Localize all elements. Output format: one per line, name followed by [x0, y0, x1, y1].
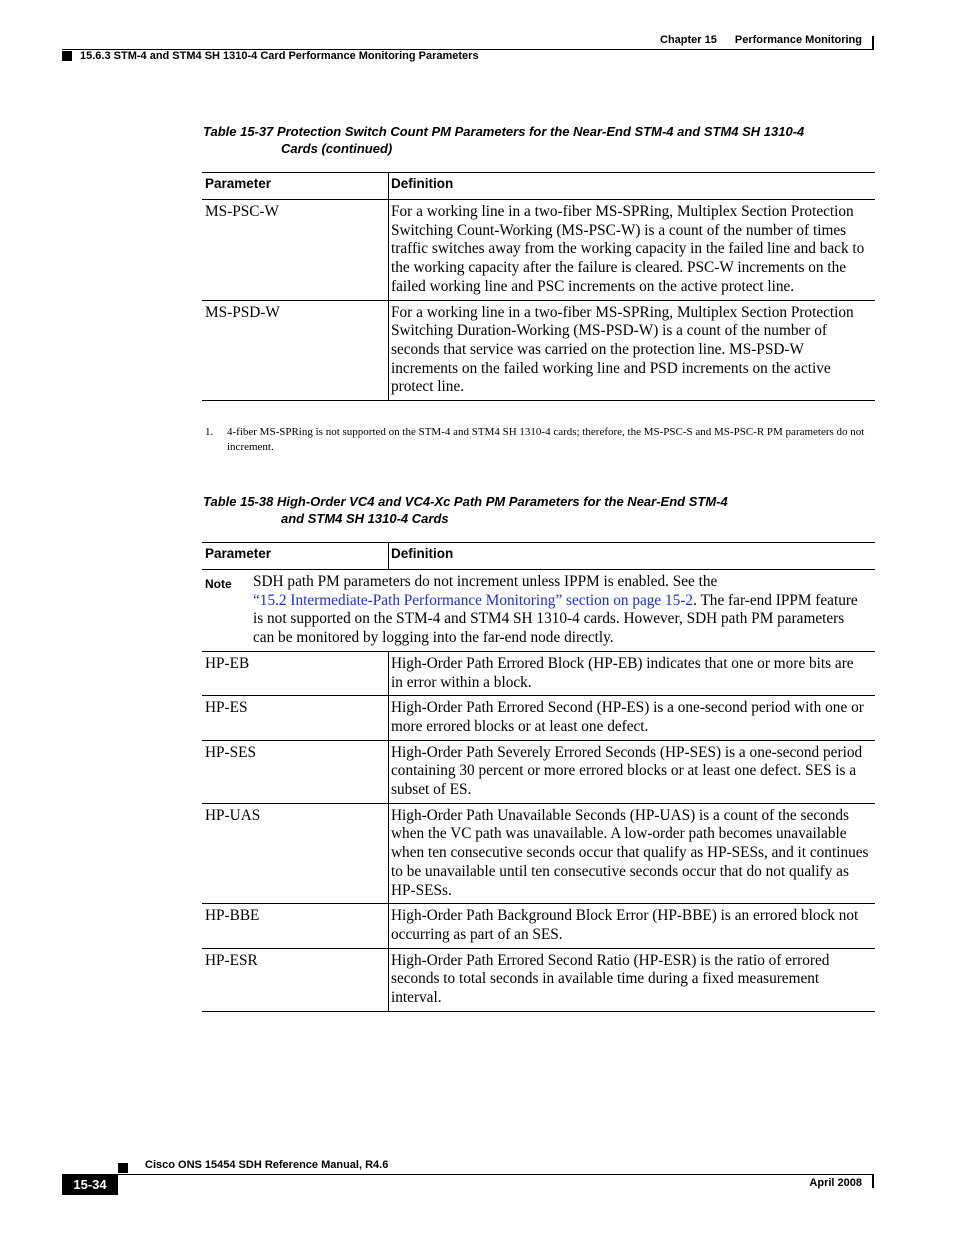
definition-cell: For a working line in a two-fiber MS-SPRing, Multiplex Section Protection Switching Count-Working (MS-PSC-W) is a count of the number of times traffic switches away from the working capacity in the failed line and back to the working capacity after the failure is cleared. PSC-W increments on the failed working line and PSC increments on the active protect line. [389, 200, 876, 301]
caption-line-1: Table 15-37 Protection Switch Count PM Parameters for the Near-End STM-4 and STM4 SH 1310-4 [203, 124, 805, 139]
table-row [202, 651, 875, 695]
parameter-cell: HP-SES [202, 740, 389, 803]
parameter-cell: HP-UAS [202, 803, 389, 904]
table-row [202, 904, 875, 948]
table-header-row [202, 173, 875, 200]
parameter-cell: HP-BBE [202, 904, 389, 948]
definition-cell: High-Order Path Severely Errored Seconds (HP-SES) is a one-second period containing 30 percent or more errored blocks or at least one defect. SES is a subset of ES. [389, 740, 876, 803]
table-15-37-caption [203, 123, 804, 157]
header-block-marker [62, 51, 72, 61]
chapter-title: Performance Monitoring [734, 34, 862, 46]
table-row [202, 740, 875, 803]
definition-cell: High-Order Path Unavailable Seconds (HP-UAS) is a count of the seconds when the VC path was unavailable. A low-order path becomes unavailable when ten consecutive seconds occur that qualify as HP-SESs, and it continues to be unavailable until ten consecutive seconds occur that do not qualify as HP-SESs. [389, 803, 876, 904]
column-header-definition: Definition [389, 543, 876, 570]
definition-cell: High-Order Path Background Block Error (HP-BBE) is an errored block not occurring as part of an SES. [389, 904, 876, 948]
table-row [202, 948, 875, 1011]
parameter-cell: MS-PSC-W [202, 200, 389, 301]
table-row [202, 300, 875, 401]
chapter-number: Chapter 15 [660, 34, 717, 46]
column-header-definition: Definition [389, 173, 876, 200]
table-header-row [202, 543, 875, 570]
definition-cell: High-Order Path Errored Block (HP-EB) indicates that one or more bits are in error within a block. [389, 651, 876, 695]
running-header-section: 15.6.3 STM-4 and STM4 SH 1310-4 Card Performance Monitoring Parameters [80, 50, 479, 62]
note-text-after: . The far-end IPPM feature is not supported on the STM-4 and STM4 SH 1310-4 cards. However, SDH path PM parameters can be monitored by logging into the far-end node directly. [253, 591, 858, 647]
footer-block-marker [118, 1163, 128, 1173]
note-label: Note [205, 577, 232, 591]
footer-rule [62, 1174, 874, 1175]
page-number: 15-34 [62, 1175, 118, 1195]
footer-bar [872, 1174, 874, 1188]
footer-date: April 2008 [809, 1177, 862, 1189]
table-row [202, 696, 875, 740]
parameter-cell: MS-PSD-W [202, 300, 389, 401]
definition-cell: For a working line in a two-fiber MS-SPRing, Multiplex Section Protection Switching Duration-Working (MS-PSD-W) is a count of the number of seconds that service was carried on the protection line. MS-PSD-W increments on the failed working line and PSD increments on the active protect line. [389, 300, 876, 401]
ippm-section-link[interactable]: “15.2 Intermediate-Path Performance Monitoring” section on page 15-2 [253, 591, 694, 609]
table-row [202, 803, 875, 904]
note-cell [202, 570, 875, 652]
parameter-cell: HP-ES [202, 696, 389, 740]
header-bar [872, 36, 874, 50]
running-header-chapter [642, 34, 862, 46]
caption-line-2: and STM4 SH 1310-4 Cards [281, 511, 449, 526]
footnote-number: 1. [205, 426, 214, 438]
footer-manual-title: Cisco ONS 15454 SDH Reference Manual, R4.6 [145, 1159, 389, 1171]
column-header-parameter: Parameter [202, 543, 389, 570]
definition-cell: High-Order Path Errored Second (HP-ES) is a one-second period with one or more errored blocks or at least one defect. [389, 696, 876, 740]
caption-line-1: Table 15-38 High-Order VC4 and VC4-Xc Path PM Parameters for the Near-End STM-4 [203, 494, 728, 509]
note-text-before: SDH path PM parameters do not increment unless IPPM is enabled. See the [253, 573, 718, 590]
table-15-37 [202, 172, 875, 401]
parameter-cell: HP-EB [202, 651, 389, 695]
parameter-cell: HP-ESR [202, 948, 389, 1011]
definition-cell: High-Order Path Errored Second Ratio (HP-ESR) is the ratio of errored seconds to total seconds in available time during a fixed measurement interval. [389, 948, 876, 1011]
caption-line-2: Cards (continued) [281, 141, 393, 156]
footnote [205, 425, 875, 454]
table-15-38 [202, 542, 875, 1012]
note-text [253, 573, 863, 648]
column-header-parameter: Parameter [202, 173, 389, 200]
footnote-text: 4-fiber MS-SPRing is not supported on the STM-4 and STM4 SH 1310-4 cards; therefore, the MS-PSC-S and MS-PSC-R PM parameters do not increment. [227, 426, 865, 453]
table-row [202, 200, 875, 301]
note-row [202, 570, 875, 652]
table-15-38-caption [203, 493, 728, 527]
